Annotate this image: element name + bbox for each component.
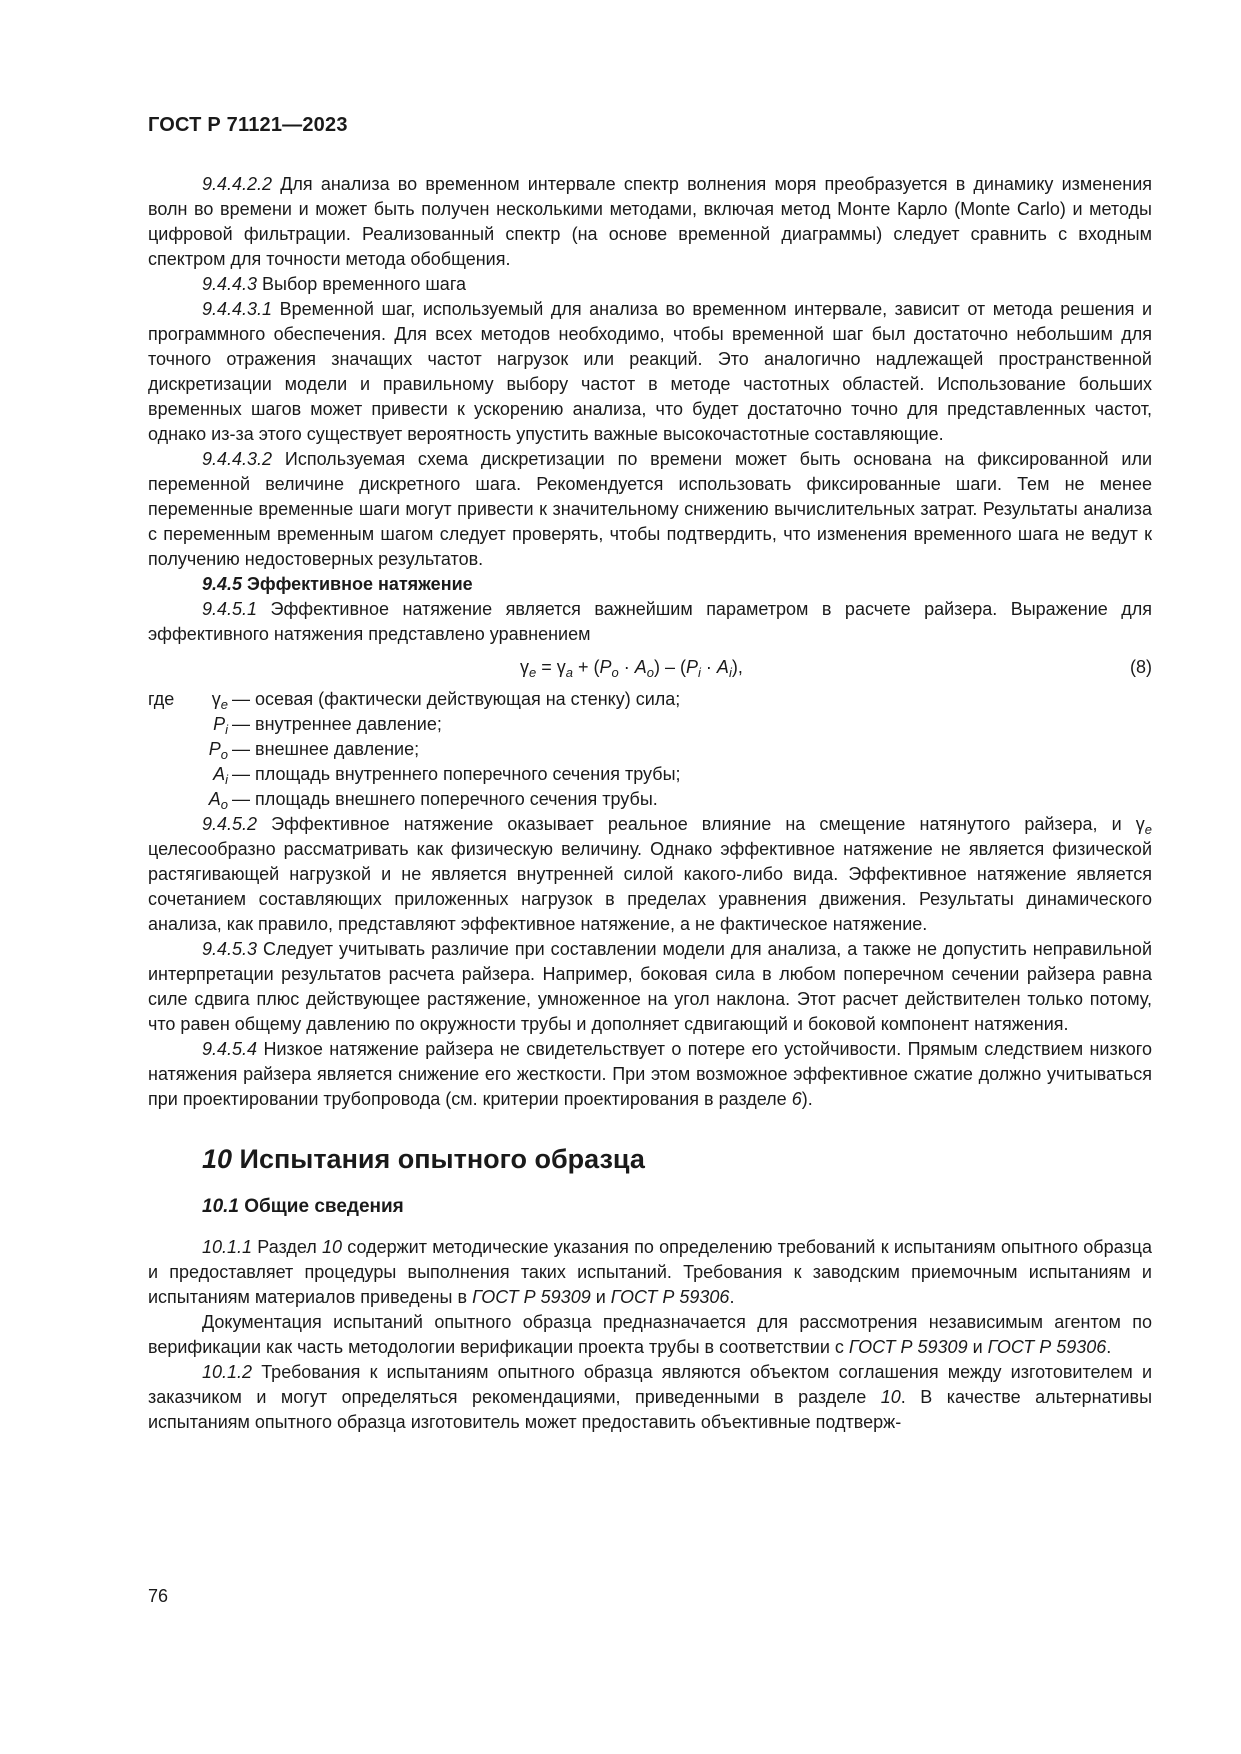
operator: + ( [572, 657, 600, 677]
equation-expression [520, 647, 743, 687]
subscript-i: i [698, 665, 701, 680]
page-number: 76 [148, 1586, 169, 1606]
symbol-gamma: γ [1135, 814, 1145, 834]
symbol: P [213, 714, 226, 734]
subscript: o [220, 797, 228, 812]
subscript-e: e [1144, 822, 1152, 837]
clause-number: 9.4.5 [202, 574, 243, 594]
paragraph-text: Выбор временного шага [257, 274, 466, 294]
clause-number: 9.4.5.2 [202, 814, 258, 834]
subscript: i [225, 772, 228, 787]
subscript-a: a [565, 665, 573, 680]
legend-row [148, 712, 1152, 737]
section-number: 10 [202, 1144, 233, 1174]
paragraph-text: Документация испытаний опытного образца предназначается для рассмотрения независимым агентом по верификации как часть методологии верификации проекта трубы в соответствии с [148, 1312, 1152, 1357]
legend-spacer [148, 787, 196, 812]
symbol: γ [211, 689, 221, 709]
paragraph-text: Раздел [252, 1237, 323, 1257]
clause-number: 9.4.4.3 [202, 274, 258, 294]
legend-definition: — внутреннее давление; [232, 714, 442, 734]
paragraph-text: . [729, 1287, 735, 1307]
paragraph-text: Эффективное натяжение является важнейшим параметром в расчете райзера. Выражение для эффективного натяжения представлено уравнением [148, 599, 1152, 644]
legend-symbol [196, 737, 232, 762]
paragraph-text: ). [801, 1089, 813, 1109]
subscript-o: o [611, 665, 619, 680]
legend-row [148, 762, 1152, 787]
paragraph-9-4-4-3 [148, 272, 1152, 297]
legend-definition: — площадь внешнего поперечного сечения трубы. [232, 789, 658, 809]
symbol-gamma: γ [520, 657, 529, 677]
paragraph-9-4-5-4 [148, 1037, 1152, 1112]
equation-8 [148, 647, 1152, 687]
symbol-a: A [716, 657, 729, 677]
symbol-p: P [686, 657, 699, 677]
clause-number: 9.4.4.2.2 [202, 174, 273, 194]
paragraph-9-4-4-3-1 [148, 297, 1152, 447]
paragraph-text: содержит методические указания по определению требований к испытаниям опытного образца и предоставляет процедуры выполнения таких испытаний. Требования к заводским приемочным испытаниям и испытаниям материалов приведены в [148, 1237, 1152, 1307]
paragraph-text: и [590, 1287, 611, 1307]
paragraph-text: Эффективное натяжение оказывает реальное влияние на смещение натянутого райзера, и [257, 814, 1136, 834]
clause-number: 9.4.4.3.1 [202, 299, 273, 319]
operator: · [700, 657, 717, 677]
legend-spacer [148, 737, 196, 762]
standard-reference: ГОСТ Р 59309 [848, 1337, 968, 1357]
legend-definition: — осевая (фактически действующая на стенку) сила; [232, 689, 681, 709]
paragraph-text: Следует учитывать различие при составлении модели для анализа, а также не допустить неправильной интерпретации результатов расчета райзера. Например, боковая сила в любом поперечном сечении райзера равна силе сдвига плюс действующее растяжение, умноженное на угол наклона. Этот расчет действителен только потому, что равен общему давлению по окружности трубы и дополняет сдвигающий и боковой компонент натяжения. [148, 939, 1152, 1034]
standard-reference: ГОСТ Р 59309 [472, 1287, 591, 1307]
legend-symbol [196, 687, 232, 712]
paragraph-10-1-1 [148, 1235, 1152, 1310]
paragraph-text: Временной шаг, используемый для анализа во временном интервале, зависит от метода решения и программного обеспечения. Для всех методов необходимо, чтобы временной шаг был достаточно небольшим для точного отражения значащих частот нагрузок или реакций. Это аналогично надлежащей пространственной дискретизации модели и правильному выбору частот в методе частотных областей. Использование больших временных шагов может привести к ускорению анализа, что будет достаточно точно для представленных частот, однако из-за этого существует вероятность упустить важные высокочастотные составляющие. [148, 299, 1152, 444]
clause-number: 9.4.5.3 [202, 939, 258, 959]
equals-sign: = [536, 657, 557, 677]
document-body [148, 172, 1152, 1435]
subsection-title-10-1 [202, 1194, 1152, 1219]
heading-text: Эффективное натяжение [242, 574, 473, 594]
symbol-p: P [599, 657, 612, 677]
section-title-10 [202, 1142, 1152, 1176]
paragraph-9-4-5-2 [148, 812, 1152, 937]
document-header: ГОСТ Р 71121—2023 [148, 114, 348, 136]
symbol: P [208, 739, 221, 759]
variable-legend [148, 687, 1152, 812]
paragraph-text: Используемая схема дискретизации по времени может быть основана на фиксированной или переменной величине дискретного шага. Рекомендуется использовать фиксированные шаги. Тем не менее переменные временные шаги могут привести к значительному снижению вычислительных затрат. Результаты анализа с переменным временным шагом следует проверять, чтобы подтвердить, что изменения временного шага не ведут к получению недостоверных результатов. [148, 449, 1152, 569]
legend-spacer [148, 762, 196, 787]
clause-number: 9.4.5.1 [202, 599, 258, 619]
clause-number: 9.4.4.3.2 [202, 449, 273, 469]
paragraph-text: Требования к испытаниям опытного образца являются объектом соглашения между изготовителем и заказчиком и могут определяться рекомендациями, приведенными в разделе [148, 1362, 1152, 1407]
subscript-e: e [529, 665, 537, 680]
equation-number: (8) [1130, 657, 1152, 677]
operator: · [618, 657, 635, 677]
section-reference: 10 [322, 1237, 343, 1257]
paragraph-documentation [148, 1310, 1152, 1360]
section-title-text: Испытания опытного образца [232, 1144, 645, 1174]
heading-9-4-5 [148, 572, 1152, 597]
operator: ), [731, 657, 743, 677]
legend-symbol [196, 762, 232, 787]
legend-spacer [148, 712, 196, 737]
legend-symbol [196, 712, 232, 737]
section-reference: 6 [791, 1089, 802, 1109]
paragraph-text: . В качестве альтернативы испытаниям опытного образца изготовитель может предоставить объективные подтверж- [148, 1387, 1153, 1432]
paragraph-9-4-5-3 [148, 937, 1152, 1037]
paragraph-text: Для анализа во временном интервале спектр волнения моря преобразуется в динамику изменения волн во времени и может быть получен несколькими методами, включая метод Монте Карло (Monte Carlo) и методы цифровой фильтрации. Реализованный спектр (на основе временной диаграммы) следует сравнить с входным спектром для точности метода обобщения. [148, 174, 1152, 269]
subscript-i: i [728, 665, 732, 680]
clause-number: 10.1.1 [202, 1237, 253, 1257]
paragraph-text: Низкое натяжение райзера не свидетельствует о потере его устойчивости. Прямым следствием низкого натяжения райзера является снижение его жесткости. При этом возможное эффективное сжатие должно учитываться при проектировании трубопровода (см. критерии проектирования в разделе [148, 1039, 1152, 1109]
paragraph-10-1-2 [148, 1360, 1152, 1435]
standard-reference: ГОСТ Р 59306 [987, 1337, 1107, 1357]
legend-definition: — внешнее давление; [232, 739, 420, 759]
legend-row [148, 737, 1152, 762]
legend-symbol [196, 787, 232, 812]
subscript-o: o [646, 665, 654, 680]
legend-row [148, 687, 1152, 712]
where-label: где [148, 689, 175, 709]
subscript: e [220, 697, 228, 712]
subsection-title-text: Общие сведения [238, 1196, 404, 1217]
symbol-a: A [634, 657, 647, 677]
paragraph-9-4-4-3-2 [148, 447, 1152, 572]
paragraph-9-4-5-1 [148, 597, 1152, 647]
paragraph-text: и [967, 1337, 988, 1357]
operator: ) – ( [654, 657, 687, 677]
symbol: A [213, 764, 226, 784]
paragraph-text: целесообразно рассматривать как физическую величину. Однако эффективное натяжение не является физической растягивающей нагрузкой и не является внутренней силой какого-либо вида. Эффективное натяжение является сочетанием составляющих приложенных нагрузок в пределах уравнения движения. Результаты динамического анализа, как правило, представляют эффективное натяжение, а не фактическое натяжение. [148, 839, 1152, 934]
clause-number: 9.4.5.4 [202, 1039, 258, 1059]
paragraph-9-4-4-2-2 [148, 172, 1152, 272]
section-reference: 10 [880, 1387, 901, 1407]
legend-row [148, 787, 1152, 812]
legend-definition: — площадь внутреннего поперечного сечения трубы; [232, 764, 681, 784]
standard-reference: ГОСТ Р 59306 [610, 1287, 730, 1307]
clause-number: 10.1.2 [202, 1362, 253, 1382]
symbol: A [208, 789, 221, 809]
symbol-gamma: γ [556, 657, 566, 677]
subscript: i [225, 722, 228, 737]
subsection-number: 10.1 [202, 1196, 239, 1217]
paragraph-text: . [1106, 1337, 1112, 1357]
subscript: o [220, 747, 228, 762]
